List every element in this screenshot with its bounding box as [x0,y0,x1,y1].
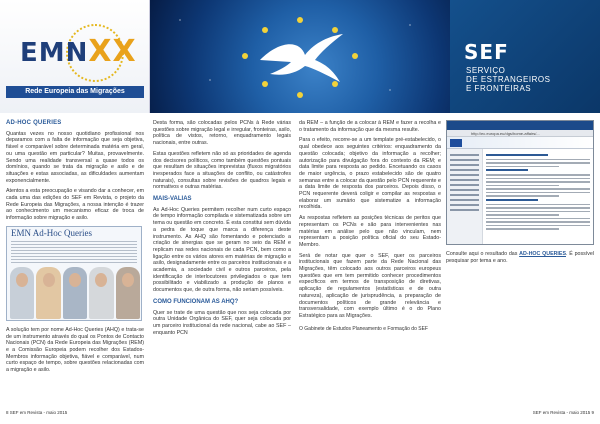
emn-adhoc-image-text [11,241,137,265]
eu-bird-image [150,0,450,113]
browser-titlebar [447,121,593,130]
footer-right: SEF em Revista - maio 2015 9 [532,410,594,415]
emn-logo-panel [0,0,150,113]
people-photos [10,267,140,319]
site-main [483,149,593,244]
sef-line3: E FRONTEIRAS [466,84,532,93]
section-heading-como-funcionam: COMO FUNCIONAM AS AHQ? [153,298,239,305]
person-photo [36,267,60,319]
caption-after: . É possível pesquisar por tema e ano. [446,251,595,264]
emn-logo-xx: XX [88,34,137,69]
person-photo [89,267,113,319]
browser-url: http://ec.europa.eu/dgs/home-affairs/... [447,130,593,137]
col2-paragraph-4: Quer se trate de uma questão que nos seja colocada por outra Unidade Orgânica do SEF, quer seja colocada por um parceiro institucional da rede nacional, cabe ao SEF – enquanto PCN [153,309,291,336]
col2-paragraph-1: Desta forma, são colocadas pelos PCNs à Rede várias questões sobre migração legal e irregular, fronteiras, asilo, política de vistos, retorno, enquadramento legais nacionais, entre outras. [153,120,291,147]
person-photo [10,267,34,319]
site-body [447,149,593,244]
sef-logo: SEF [464,40,509,64]
section-heading-mais-valias: MAIS-VALIAS [153,196,192,203]
sef-line1: SERVIÇO [466,66,506,75]
footer-left: 8 SEF em Revista - maio 2015 [6,410,68,415]
column-1 [6,120,144,378]
site-sidebar [447,149,483,244]
sef-logo-panel [450,0,600,113]
eu-flag-icon [450,139,462,147]
col3-paragraph-1: da REM – a função de a colocar à REM e fazer a recolha e o tratamento da informação que da mesma resulte. [299,120,441,133]
col2-paragraph-2: Estas questões refletem não só as prioridades de agenda dos decisores políticos, como também questões pontuais que resultam de situações imprevistas (fluxos migratórios inesperados face a situações de conflito, ou catástrofes naturais), consultas sobre revisões de quadros legais e normativos e outras matérias. [153,150,291,191]
emn-logo [20,34,137,69]
col1-paragraph-2: Atentos a esta preocupação e visando dar a conhecer, em cada uma das edições do SEF em Revista, o projeto da Rede Europeia das Migrações, a nossa intenção é trazer ao conhecimento um mecanismo eficaz de troca de informação sobre migração e asilo. [6,188,144,222]
header-banner [0,0,600,113]
signature: O Gabinete de Estudos Planeamento e Formação do SEF [299,325,428,332]
site-banner [447,137,593,149]
adhoc-queries-link[interactable]: AD-HOC QUERIES [519,251,566,257]
person-photo [116,267,140,319]
section-heading-adhoc: AD-HOC QUERIES [6,120,62,126]
emn-adhoc-image [6,226,142,321]
col3-paragraph-4: Será de notar que quer o SEF, quer os parceiros institucionais que fazem parte da Rede Nacional das Migrações, têm colocado aos outros parceiros europeus questões que em tem permitido conhecer procedimentos específicos em termos de transposição de diretivas, aplicação de regulamentos (estatísticas e de outra natureza), aplicação de jurisprudência, a preparação de documentos políticos de grande relevância e transversalidade, com exemplo último é o do Plano Estratégico para as Migrações. [299,252,441,319]
screenshot-caption [446,251,594,264]
sef-line2: DE ESTRANGEIROS [466,75,551,84]
website-screenshot [446,120,594,245]
caption-before: Consulte aqui o resultado das [446,251,520,257]
emn-logo-text: EMN [20,38,89,68]
col2-paragraph-3: As Ad-Hoc Queries permitem recolher num curto espaço de tempo informação compilada e sistematizada sobre um tema ou questão em concreto. É esta constitui sem dúvida a pedra de toque que marca a diferença deste instrumento. As AHQ são fomentando e potenciado a criação de sinergias que se geram no seio da REM e replicam nas redes nacionais de cada PCN, bem como a ligação entre os vários atores em matérias de migração e asilo, designadamente entre os parceiros institucionais e a academia, a sociedade civil e outros parceiros, pela identificação de interlocutores privilegiados o que tem possibilitado e viabilizado a produção de planos e documentos que, de outra forma, não seriam possíveis. [153,206,291,294]
person-photo [63,267,87,319]
swallow-bird-icon [255,30,345,90]
column-2 [153,120,291,340]
col3-paragraph-2: Para o efeito, recorre-se a um template pré-estabelecido, o qual obedece aos seguintes critérios: enquadramento da questão colocada; objetivo da informação a recolher; autorização para divulgação fora do contexto da REM; e data limite para resposta ao pedido. Encetuando os casos de maior urgência, o prazo estabelecido são de quatro semanas entre a colocar da questão pelo PCN requerente e a data limite de resposta dos parceiros. Depois disso, o PCN requerente deverá coligir e compilar as respostas e elaborar um sumário que sistematize a informação recolhida. [299,137,441,211]
col3-paragraph-3: As respostas refletem as posições técnicas de peritos que representam os PCNs e são para intervenientes nas matérias em análise pelo que não vinculam, nem representam a posição política oficial do seu Estado-Membro. [299,215,441,248]
column-3 [299,120,441,332]
emn-adhoc-image-title: EMN Ad-Hoc Queries [11,227,92,238]
col1-paragraph-3: A solução tem por nome Ad-Hoc Queries (AHQ) e trata-se de um instrumento através do qual os Pontos de Contacto Nacionais (PCN) da Rede Europeia das Migrações (REM) e a Comissão Europeia podem recolher dos Estados-Membros informação objetiva, fiável e comparável, num curto espaço de tempo, sobre questões relacionadas com a migração e asilo. [6,326,144,374]
col1-paragraph-1: Quantas vezes no nosso quotidiano profissional nos deparamos com a falta de informação que seja objetiva, fiável e comparável sobre determinada matéria em geral, ou uma questão em particular? Muitas, provavelmente. Sendo uma realidade transversal a quase todos os domínios, quando se trata da migração e asilo e de situações e estas associadas, as dificuldades aumentam exponencialmente. [6,130,144,184]
emn-subtitle: Rede Europeia das Migrações [6,86,144,98]
